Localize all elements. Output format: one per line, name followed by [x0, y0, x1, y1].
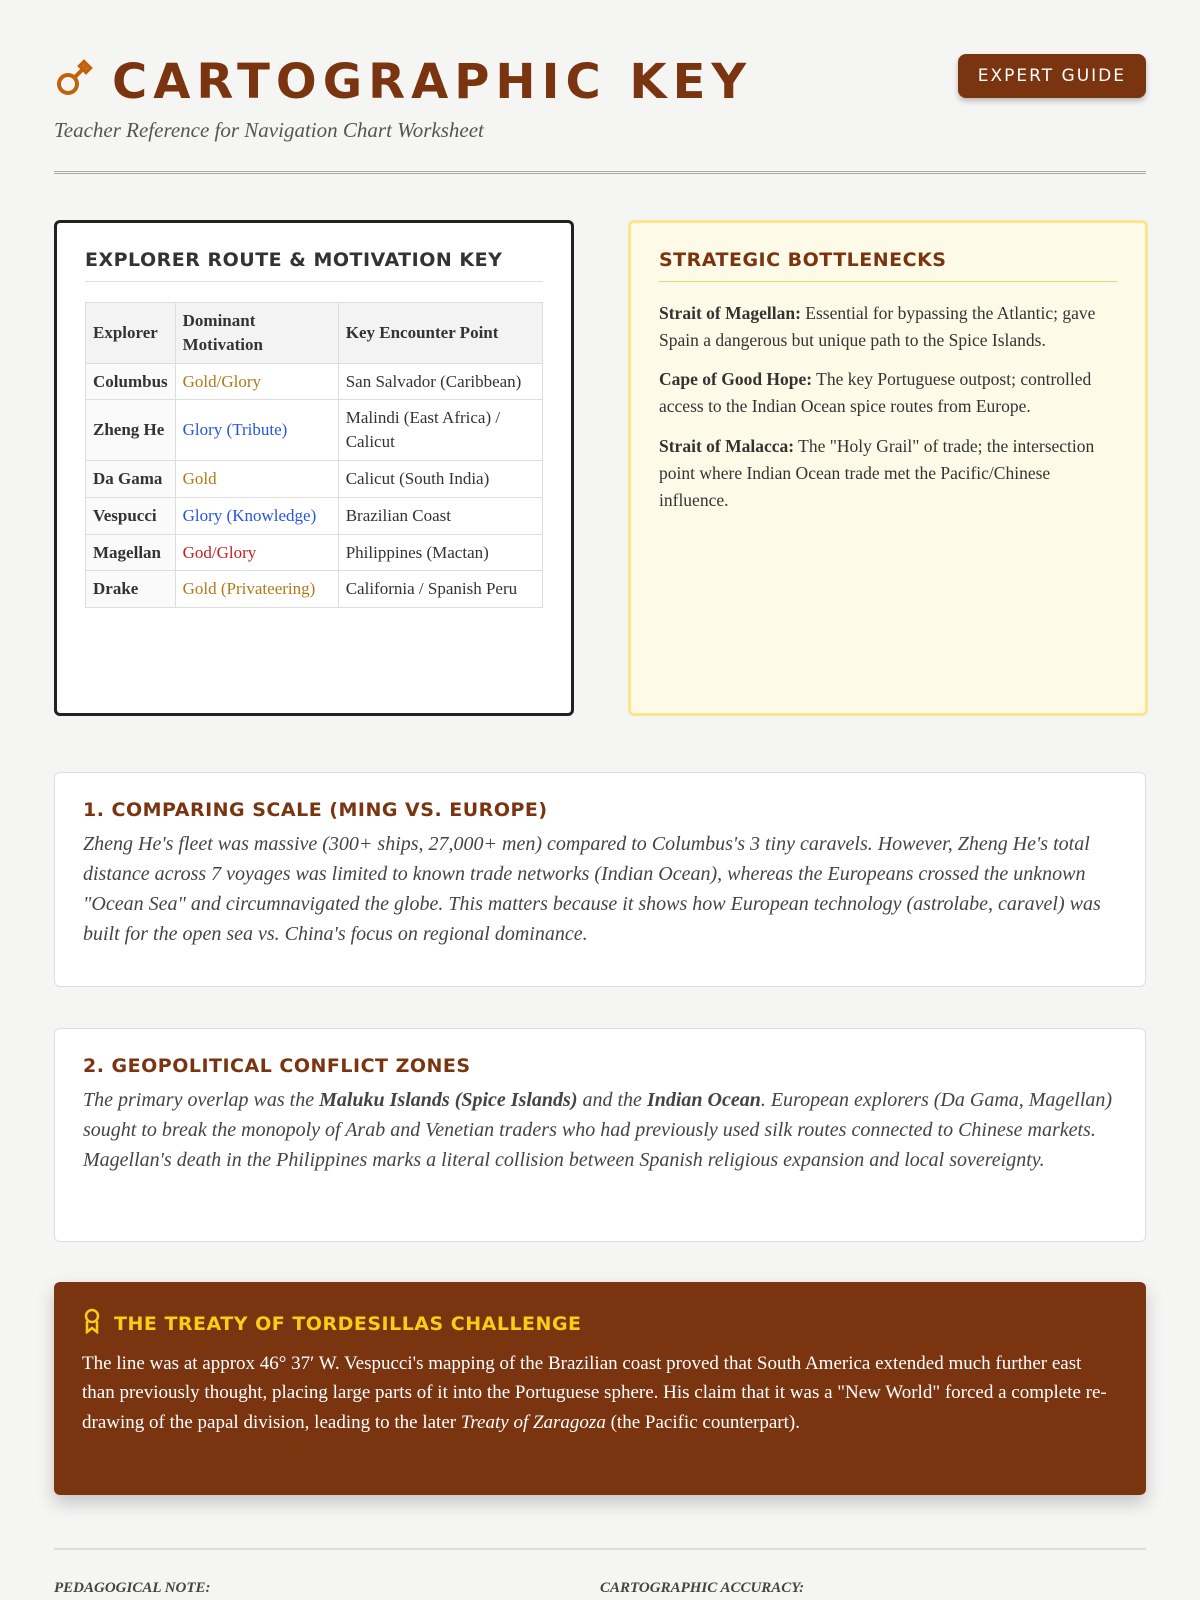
- motivation-cell: Gold/Glory: [175, 363, 338, 400]
- column-header: Key Encounter Point: [338, 303, 542, 364]
- bottleneck-item: [659, 300, 1117, 354]
- table-row: [86, 497, 543, 534]
- text: . European explorers (Da Gama, Magellan) sought to break the monopoly of Arab and Venetian traders who had previously used silk routes connected to Chinese markets. Magellan's death in the Philippines marks a literal collision between Spanish religious expansion and local sovereignty.: [83, 1089, 1113, 1171]
- scale-text: Zheng He's fleet was massive (300+ ships, 27,000+ men) compared to Columbus's 3 tiny caravels. However, Zheng He's total distance across 7 voyages was limited to known trade networks (Indian Ocean), whereas the Europeans crossed the unknown "Ocean Sea" and circumnavigated the globe. This matters because it shows how European technology (astrolabe, caravel) was built for the open sea vs. China's focus on regional dominance.: [83, 833, 1101, 945]
- bottleneck-item: [659, 366, 1117, 420]
- text: The primary overlap was the: [83, 1089, 320, 1111]
- encounter-cell: Brazilian Coast: [338, 497, 542, 534]
- treaty-title: THE TREATY OF TORDESILLAS CHALLENGE: [82, 1308, 1118, 1349]
- motivation-cell: Glory (Knowledge): [175, 497, 338, 534]
- bottleneck-item: [659, 433, 1117, 514]
- emphasis: Treaty of Zaragoza: [460, 1411, 606, 1433]
- explorer-cell: Vespucci: [86, 497, 176, 534]
- pedagogical-note-label: PEDAGOGICAL NOTE:: [54, 1580, 211, 1596]
- text: (the Pacific counterpart).: [605, 1411, 800, 1433]
- table-row: [86, 400, 543, 461]
- motivation-cell: Glory (Tribute): [175, 400, 338, 461]
- encounter-cell: Philippines (Mactan): [338, 534, 542, 571]
- motivation-cell: Gold (Privateering): [175, 571, 338, 608]
- footer: [54, 1548, 1146, 1597]
- motivation-cell: God/Glory: [175, 534, 338, 571]
- explorer-key-title: EXPLORER ROUTE & MOTIVATION KEY: [85, 249, 543, 282]
- bottleneck-name: Cape of Good Hope:: [659, 369, 813, 390]
- page-header: [54, 54, 1146, 174]
- column-header: Explorer: [86, 303, 176, 364]
- bottleneck-text: The "Holy Grail" of trade; the intersection point where Indian Ocean trade met the Pacific/Chinese influence.: [659, 435, 1095, 510]
- award-icon: [82, 1308, 102, 1339]
- conflict-section: [54, 1028, 1146, 1242]
- key-icon: [54, 54, 98, 110]
- bottleneck-text: The key Portuguese outpost; controlled access to the Indian Ocean spice routes from Europe.: [659, 369, 1092, 417]
- page-title: CARTOGRAPHIC KEY: [54, 54, 1146, 110]
- explorer-cell: Drake: [86, 571, 176, 608]
- page-subtitle: Teacher Reference for Navigation Chart Worksheet: [54, 118, 484, 142]
- explorer-cell: Columbus: [86, 363, 176, 400]
- explorer-key-card: [54, 220, 574, 716]
- expert-guide-button[interactable]: EXPERT GUIDE: [958, 54, 1146, 98]
- bottleneck-text: Essential for bypassing the Atlantic; gave Spain a dangerous but unique path to the Spice Islands.: [659, 303, 1096, 351]
- text: and the: [577, 1089, 647, 1111]
- conflict-text: [83, 1085, 1117, 1175]
- bottleneck-name: Strait of Malacca:: [659, 435, 795, 456]
- treaty-text: [82, 1349, 1118, 1437]
- encounter-cell: Malindi (East Africa) / Calicut: [338, 400, 542, 461]
- column-header: Dominant Motivation: [175, 303, 338, 364]
- table-row: [86, 534, 543, 571]
- treaty-challenge-section: [54, 1282, 1146, 1495]
- encounter-cell: San Salvador (Caribbean): [338, 363, 542, 400]
- explorer-cell: Magellan: [86, 534, 176, 571]
- bottleneck-name: Strait of Magellan:: [659, 303, 801, 323]
- encounter-cell: Calicut (South India): [338, 460, 542, 497]
- motivation-cell: Gold: [175, 460, 338, 497]
- bottlenecks-card: [628, 220, 1148, 716]
- scale-title: 1. COMPARING SCALE (MING VS. EUROPE): [83, 799, 548, 821]
- conflict-title: 2. GEOPOLITICAL CONFLICT ZONES: [83, 1055, 471, 1077]
- explorer-cell: Zheng He: [86, 400, 176, 461]
- cartographic-accuracy-label: CARTOGRAPHIC ACCURACY:: [600, 1580, 805, 1596]
- emphasis: Maluku Islands (Spice Islands): [319, 1089, 578, 1111]
- table-row: [86, 363, 543, 400]
- explorer-cell: Da Gama: [86, 460, 176, 497]
- table-row: [86, 571, 543, 608]
- scale-section: [54, 772, 1146, 987]
- text: The line was at approx 46° 37′ W. Vespucci's mapping of the Brazilian coast proved that South America extended much further east than previously thought, placing large parts of it into the Portuguese sphere. His claim that it was a "New World" forced a complete re-drawing of the papal division, leading to the later: [82, 1353, 1107, 1433]
- encounter-cell: California / Spanish Peru: [338, 571, 542, 608]
- emphasis: Indian Ocean: [646, 1089, 761, 1111]
- bottlenecks-title: STRATEGIC BOTTLENECKS: [659, 249, 1117, 282]
- explorer-table: [85, 302, 543, 608]
- table-row: [86, 460, 543, 497]
